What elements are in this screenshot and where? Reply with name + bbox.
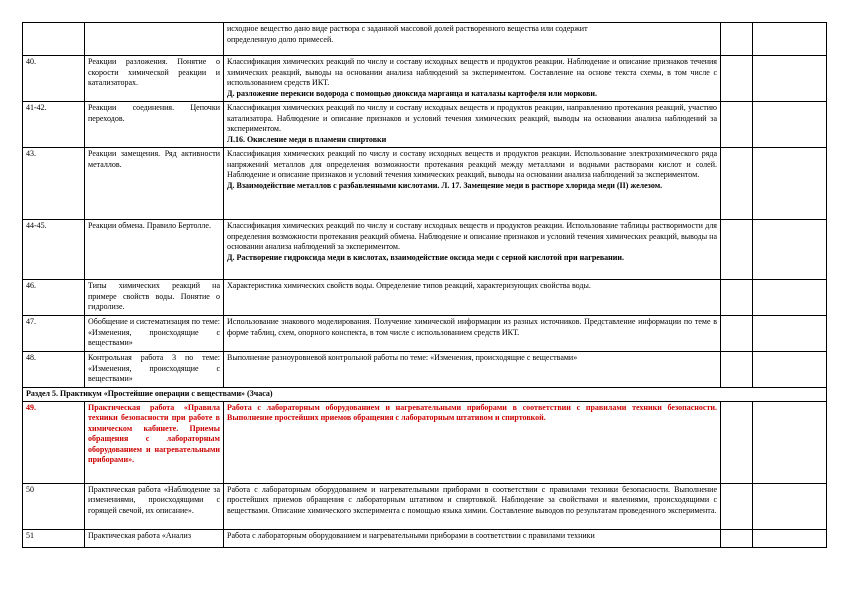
cell-num: 50 [23, 483, 85, 529]
cell-extra [721, 316, 753, 352]
table-row [23, 280, 827, 316]
cell-activity: Использование знакового моделирования. Получение химической информации из разных источников. Представление информации по теме в форме таблиц, схем, опорного конспекта, в том числе с использованием средств ИКТ. [224, 316, 721, 352]
table-row [23, 483, 827, 529]
cell-activity [224, 102, 721, 148]
cell-topic [85, 23, 224, 56]
cell-extra [753, 220, 827, 280]
cell-extra [753, 148, 827, 220]
cell-num: 41-42. [23, 102, 85, 148]
cell-num: 44-45. [23, 220, 85, 280]
cell-num: 48. [23, 352, 85, 388]
lesson-plan-table [22, 22, 827, 548]
cell-extra [753, 316, 827, 352]
cell-activity [224, 23, 721, 56]
cell-extra [753, 352, 827, 388]
cell-topic: Реакции соединения. Цепочки переходов. [85, 102, 224, 148]
cell-activity: Характеристика химических свойств воды. Определение типов реакций, характеризующих свойства воды. [224, 280, 721, 316]
cell-topic: Обобщение и систематизация по теме: «Изменения, происходящие с веществами» [85, 316, 224, 352]
activity-demo: Д. Взаимодействие металлов с разбавленными кислотами. Л. 17. Замещение меди в растворе хлорида меди (II) железом. [227, 180, 663, 190]
table-row [23, 102, 827, 148]
activity-line: определенную долю примесей. [227, 34, 334, 44]
cell-activity [224, 56, 721, 102]
cell-topic: Практическая работа «Наблюдение за изменениями, происходящими с горящей свечой, их описание». [85, 483, 224, 529]
cell-extra [753, 280, 827, 316]
table-row [23, 352, 827, 388]
section-header-row [23, 388, 827, 402]
activity-demo: Д. Растворение гидроксида меди в кислотах, взаимодействие оксида меди с серной кислотой при нагревании. [227, 252, 624, 262]
table-row [23, 23, 827, 56]
cell-num [23, 23, 85, 56]
cell-topic: Практическая работа «Анализ [85, 529, 224, 547]
cell-topic: Контрольная работа 3 по теме: «Изменения, происходящие с веществами» [85, 352, 224, 388]
cell-topic: Реакции замещения. Ряд активности металлов. [85, 148, 224, 220]
cell-extra [753, 102, 827, 148]
cell-num: 51 [23, 529, 85, 547]
table-row [23, 148, 827, 220]
cell-activity: Работа с лабораторным оборудованием и нагревательными приборами в соответствии с правилами техники безопасности. Выполнение простейших приемов обращения с лабораторным штативом и спиртовкой. Наблюдение за свойствами и явлениями, происходящими с веществами. Описание химического эксперимента с помощью языка химии. Составление выводов по результатам проведенного эксперимента. [224, 483, 721, 529]
cell-extra [721, 56, 753, 102]
cell-extra [721, 483, 753, 529]
cell-extra [721, 102, 753, 148]
cell-num: 40. [23, 56, 85, 102]
table-row [23, 56, 827, 102]
cell-extra [721, 401, 753, 483]
activity-text: Классификация химических реакций по числу и составу исходных веществ и продуктов реакции. Использование электрохимического ряда напряжений металлов для определения возможности протекания реакций между металлами и водными растворами кислот и солей. Наблюдение и описание признаков и условий течения химических реакций, выводы на основании анализа наблюдений за экспериментом. [227, 149, 717, 179]
cell-activity: Работа с лабораторным оборудованием и нагревательными приборами в соответствии с правилами техники безопасности. Выполнение простейших приемов обращения с лабораторным штативом и спиртовкой. [224, 401, 721, 483]
cell-activity: Работа с лабораторным оборудованием и нагревательными приборами в соответствии с правилами техники [224, 529, 721, 547]
cell-num: 43. [23, 148, 85, 220]
cell-num: 46. [23, 280, 85, 316]
cell-topic: Реакции разложения. Понятие о скорости химической реакции и катализаторах. [85, 56, 224, 102]
cell-extra [753, 483, 827, 529]
cell-extra [753, 23, 827, 56]
section-title: Раздел 5. Практикум «Простейшие операции с веществами» (3часа) [23, 388, 827, 402]
table-row [23, 529, 827, 547]
activity-line: исходное вещество дано виде раствора с заданной массовой долей растворенного вещества или содержит [227, 24, 588, 33]
cell-extra [753, 529, 827, 547]
cell-extra [721, 23, 753, 56]
cell-num: 49. [23, 401, 85, 483]
table-row [23, 401, 827, 483]
cell-num: 47. [23, 316, 85, 352]
activity-text: Классификация химических реакций по числу и составу исходных веществ и продуктов реакции. Наблюдение и описание признаков течения химических реакций, выводы на основании анализа наблюдений за экспериментом. Составление на основе текста схемы, в том числе с использованием средств ИКТ. [227, 57, 717, 87]
cell-topic: Реакции обмена. Правило Бертолле. [85, 220, 224, 280]
activity-text: Классификация химических реакций по числу и составу исходных веществ и продуктов реакции, направлению протекания реакций, участию катализатора. Наблюдение и описание признаков и условий течения химических реакций, выводы на основании анализа наблюдений за экспериментом. [227, 103, 717, 133]
table-row [23, 316, 827, 352]
cell-topic: Практическая работа «Правила техники безопасности при работе в химическом кабинете. Приемы обращения с лабораторным оборудованием и нагревательными приборами». [85, 401, 224, 483]
cell-extra [753, 56, 827, 102]
activity-demo: Л.16. Окисление меди в пламени спиртовки [227, 134, 387, 144]
cell-extra [721, 529, 753, 547]
cell-extra [721, 280, 753, 316]
cell-extra [721, 220, 753, 280]
table-row [23, 220, 827, 280]
cell-extra [753, 401, 827, 483]
cell-topic: Типы химических реакций на примере свойств воды. Понятие о гидролизе. [85, 280, 224, 316]
activity-text: Классификация химических реакций по числу и составу исходных веществ и продуктов реакции. Использование таблицы растворимости для определения возможности протекания реакций обмена. Наблюдение и описание признаков и условий течения химических реакций, выводы на основании анализа наблюдений за экспериментом. [227, 221, 717, 251]
cell-activity [224, 220, 721, 280]
cell-extra [721, 148, 753, 220]
cell-activity: Выполнение разноуровневой контрольной работы по теме: «Изменения, происходящие с веществами» [224, 352, 721, 388]
cell-activity [224, 148, 721, 220]
cell-extra [721, 352, 753, 388]
activity-demo: Д. разложение перекиси водорода с помощью диоксида марганца и каталазы картофеля или моркови. [227, 88, 598, 98]
